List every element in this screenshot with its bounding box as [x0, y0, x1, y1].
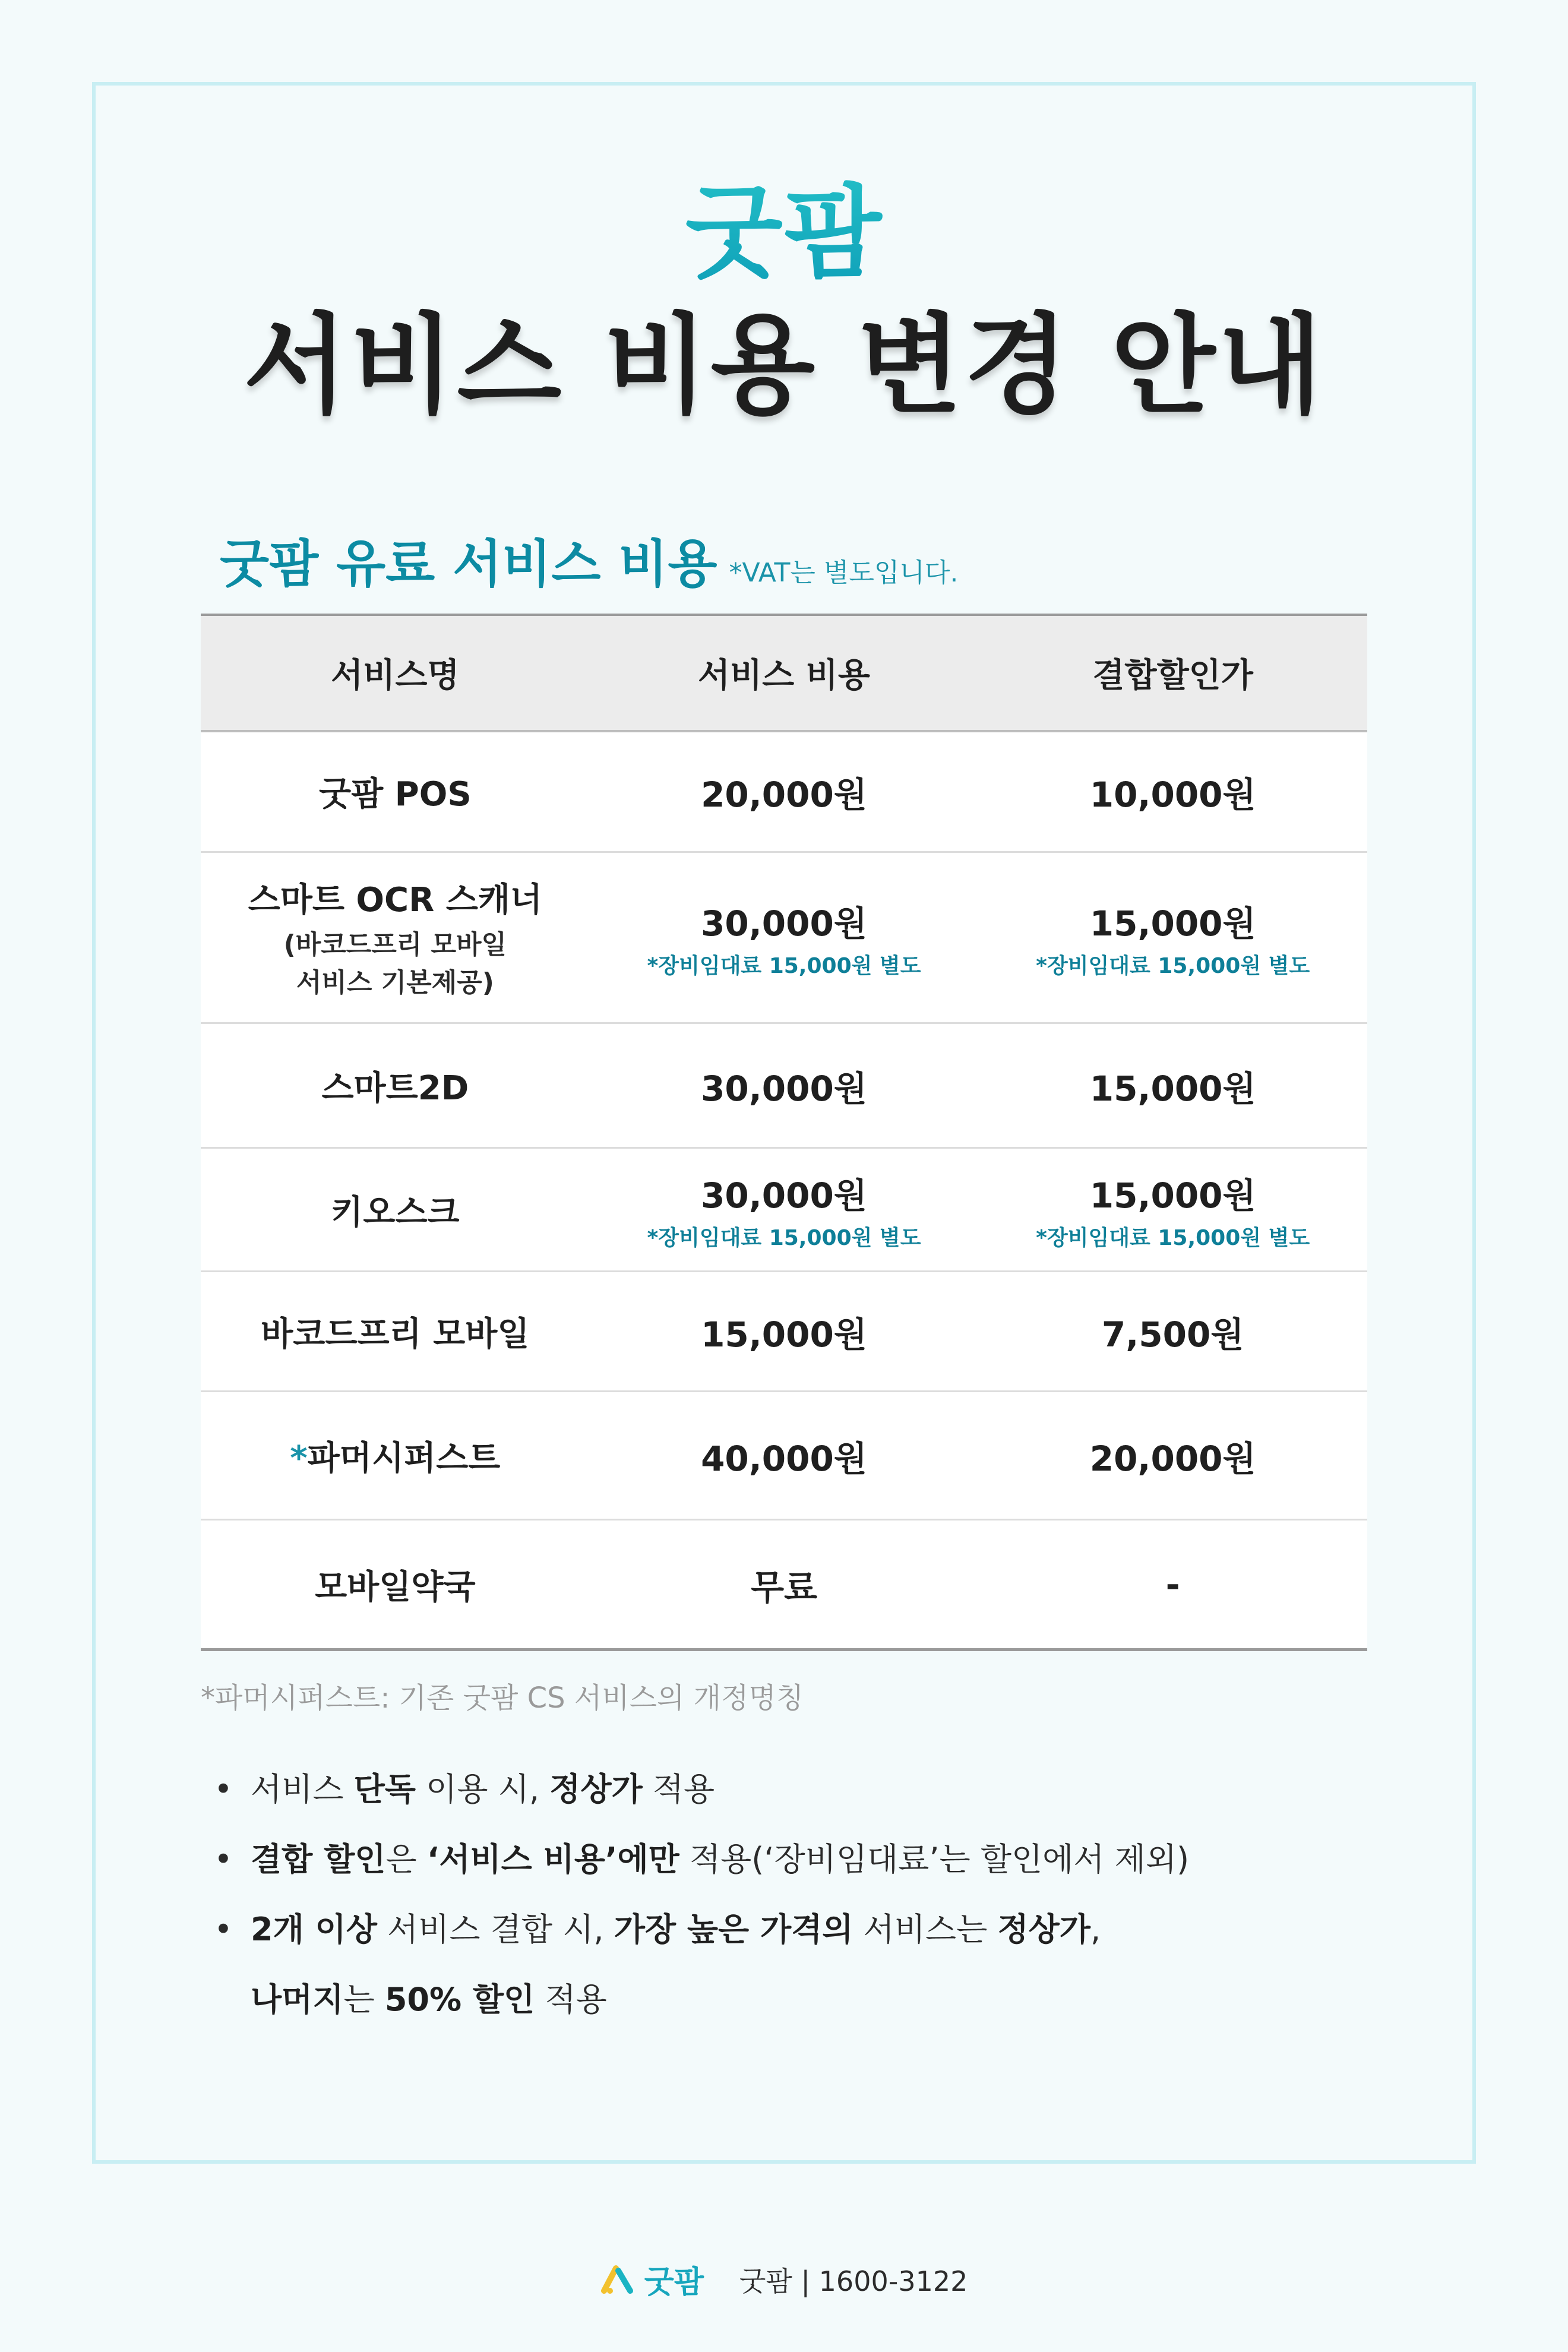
- service-cost: 30,000원: [701, 1175, 867, 1216]
- service-name: 굿팜 POS: [318, 775, 472, 814]
- footer-logo: [600, 2257, 704, 2302]
- service-name-sub: 서비스 기본제공): [296, 967, 494, 998]
- bundle-price: 15,000원: [1089, 1175, 1256, 1216]
- vat-note: *VAT는 별도입니다.: [729, 558, 959, 588]
- rental-fee-note: *장비임대료 15,000원 별도: [647, 954, 921, 978]
- table-row: [201, 732, 1367, 851]
- column-header-service-name: 서비스명: [331, 656, 460, 695]
- service-name: 스마트 OCR 스캐너: [248, 880, 543, 919]
- service-cost: 30,000원: [701, 903, 867, 944]
- pricing-table: [201, 614, 1367, 1651]
- table-row: [201, 1390, 1367, 1519]
- service-cost: 20,000원: [701, 774, 867, 815]
- footnote: *파머시퍼스트: 기존 굿팜 CS 서비스의 개정명칭: [201, 1681, 804, 1715]
- policy-text: 결합 할인은 ‘서비스 비용’에만 적용(‘장비임대료’는 할인에서 제외): [251, 1841, 1190, 1878]
- page-title: 서비스 비용 변경 안내: [243, 302, 1325, 428]
- bullet-icon: •: [214, 1841, 233, 1878]
- section-header: [220, 523, 958, 596]
- table-row: [201, 1147, 1367, 1270]
- service-name: 스마트2D: [321, 1068, 469, 1108]
- bundle-price: 15,000원: [1089, 903, 1256, 944]
- table-row: [201, 1022, 1367, 1147]
- section-title: 굿팜 유료 서비스 비용: [220, 535, 717, 594]
- service-name: [290, 1432, 500, 1480]
- table-row: [201, 851, 1367, 1022]
- list-item: [214, 1767, 1342, 1812]
- column-header-service-cost: 서비스 비용: [697, 656, 870, 695]
- goodpharm-logo-icon: [600, 2265, 636, 2294]
- table-header: [201, 616, 1367, 732]
- rental-fee-note: *장비임대료 15,000원 별도: [647, 1226, 921, 1250]
- bundle-price: -: [1165, 1564, 1180, 1605]
- footer-logo-text: 굿팜: [644, 2265, 704, 2300]
- bundle-price: 15,000원: [1089, 1068, 1256, 1109]
- asterisk-mark: *: [290, 1439, 308, 1478]
- rental-fee-note: *장비임대료 15,000원 별도: [1036, 1226, 1310, 1250]
- service-cost: 30,000원: [701, 1068, 867, 1109]
- brand-title: 굿팜: [0, 151, 1568, 297]
- bundle-price: 7,500원: [1101, 1314, 1244, 1355]
- service-name-text: 파머시퍼스트: [307, 1439, 501, 1478]
- bullet-icon: •: [214, 1911, 233, 1948]
- column-header-bundle-price: 결합할인가: [1092, 656, 1253, 695]
- list-item: [214, 1837, 1342, 1882]
- service-cost: 40,000원: [701, 1438, 867, 1479]
- list-item: [214, 1907, 1342, 2022]
- rental-fee-note: *장비임대료 15,000원 별도: [1036, 954, 1310, 978]
- policy-text: 서비스 단독 이용 시, 정상가 적용: [251, 1771, 715, 1808]
- bullet-icon: •: [214, 1771, 233, 1808]
- service-name: 키오스크: [331, 1193, 460, 1232]
- table-row: [201, 1270, 1367, 1390]
- service-name: 모바일약국: [315, 1567, 476, 1607]
- policy-list: [214, 1767, 1342, 2047]
- service-name-sub: (바코드프리 모바일: [283, 929, 507, 960]
- footer-contact: 굿팜 | 1600-3122: [739, 2265, 968, 2297]
- policy-text: 2개 이상 서비스 결합 시, 가장 높은 가격의 서비스는 정상가, 나머지는 50% 할인 적용: [251, 1911, 1101, 2018]
- service-cost: 무료: [750, 1567, 818, 1608]
- service-cost: 15,000원: [701, 1314, 867, 1355]
- service-name: 바코드프리 모바일: [261, 1314, 530, 1354]
- table-row: [201, 1519, 1367, 1648]
- footer: [0, 2257, 1568, 2302]
- bundle-price: 10,000원: [1089, 774, 1256, 815]
- bundle-price: 20,000원: [1089, 1438, 1256, 1479]
